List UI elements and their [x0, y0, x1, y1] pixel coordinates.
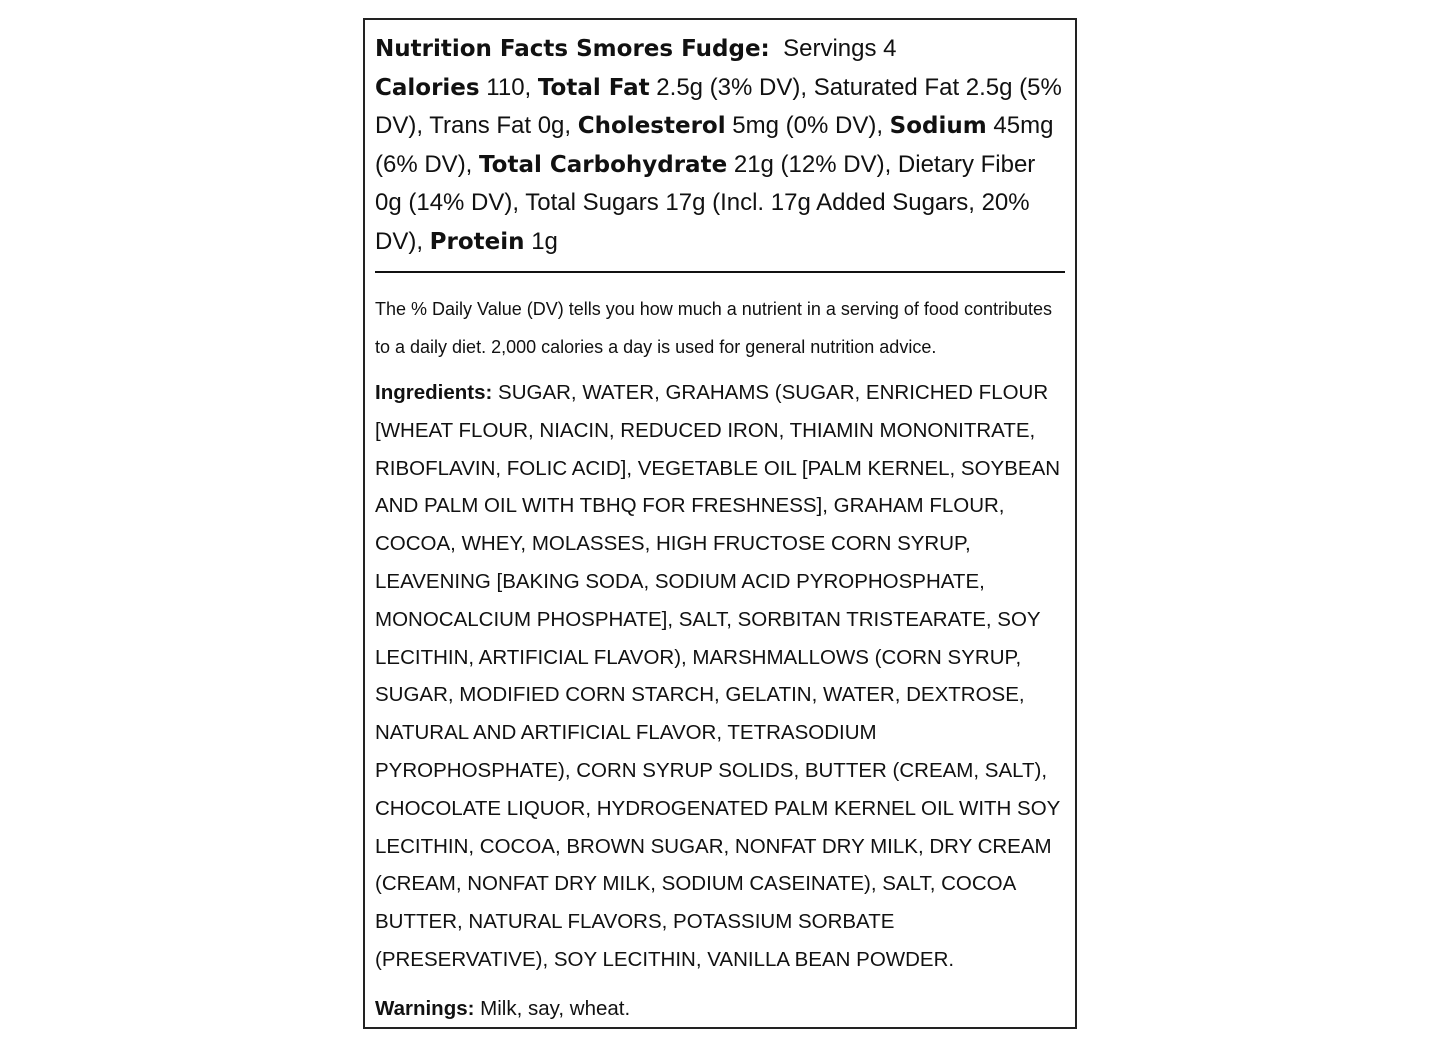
daily-value-note: The % Daily Value (DV) tells you how much a nutrient in a serving of food contributes to a daily diet. 2,000 calories a day is used for general nutrition advice.	[375, 299, 1052, 357]
nutrient-detail-cholesterol: 5mg (0% DV),	[732, 112, 883, 139]
nutrient-detail-total-carbohydrate: 21g (12% DV), Dietary Fiber 0g (14% DV), Total Sugars 17g (Incl. 17g Added Sugars, 20% DV),	[375, 150, 1036, 255]
ingredients-label: Ingredients:	[375, 381, 493, 404]
ingredients-block	[375, 374, 1065, 979]
nutrient-name-total-fat: Total Fat	[537, 74, 650, 101]
nutrient-detail-total-fat: 2.5g (3% DV), Saturated Fat 2.5g (5% DV), Trans Fat 0g,	[375, 73, 1062, 139]
warnings-text: Milk, say, wheat.	[480, 996, 631, 1020]
nutrition-facts-block	[375, 30, 1065, 261]
nutrient-name-calories: Calories	[375, 74, 480, 101]
nutrition-label-panel	[363, 18, 1077, 1029]
section-divider	[375, 271, 1065, 273]
warnings-label: Warnings:	[375, 996, 475, 1020]
nutrient-detail-calories: 110,	[486, 73, 532, 101]
nutrient-name-cholesterol: Cholesterol	[577, 113, 726, 139]
nutrient-name-sodium: Sodium	[889, 113, 987, 139]
nutrient-name-total-carbohydrate: Total Carbohydrate	[479, 151, 728, 178]
nutrient-detail-sodium: 45mg (6% DV),	[375, 112, 1054, 178]
label-title: Nutrition Facts Smores Fudge:	[375, 36, 770, 62]
ingredients-text: SUGAR, WATER, GRAHAMS (SUGAR, ENRICHED FLOUR [WHEAT FLOUR, NIACIN, REDUCED IRON, THIAMIN MONONITRATE, RIBOFLAVIN, FOLIC ACID], VEGETABLE OIL [PALM KERNEL, SOYBEAN AND PALM OIL WITH TBHQ FOR FRESHNESS], GRAHAM FLOUR, COCOA, WHEY, MOLASSES, HIGH FRUCTOSE CORN SYRUP, LEAVENING [BAKING SODA, SODIUM ACID PYROPHOSPHATE, MONOCALCIUM PHOSPHATE], SALT, SORBITAN TRISTEARATE, SOY LECITHIN, ARTIFICIAL FLAVOR), MARSHMALLOWS (CORN SYRUP, SUGAR, MODIFIED CORN STARCH, GELATIN, WATER, DEXTROSE, NATURAL AND ARTIFICIAL FLAVOR, TETRASODIUM PYROPHOSPHATE), CORN SYRUP SOLIDS, BUTTER (CREAM, SALT), CHOCOLATE LIQUOR, HYDROGENATED PALM KERNEL OIL WITH SOY LECITHIN, COCOA, BROWN SUGAR, NONFAT DRY MILK, DRY CREAM (CREAM, NONFAT DRY MILK, SODIUM CASEINATE), SALT, COCOA BUTTER, NATURAL FLAVORS, POTASSIUM SORBATE (PRESERVATIVE), SOY LECITHIN, VANILLA BEAN POWDER.	[375, 381, 1061, 971]
warnings-block	[375, 994, 1065, 1024]
servings-text: Servings 4	[783, 35, 897, 62]
nutrient-name-protein: Protein	[429, 228, 525, 255]
nutrient-detail-protein: 1g	[531, 227, 558, 255]
